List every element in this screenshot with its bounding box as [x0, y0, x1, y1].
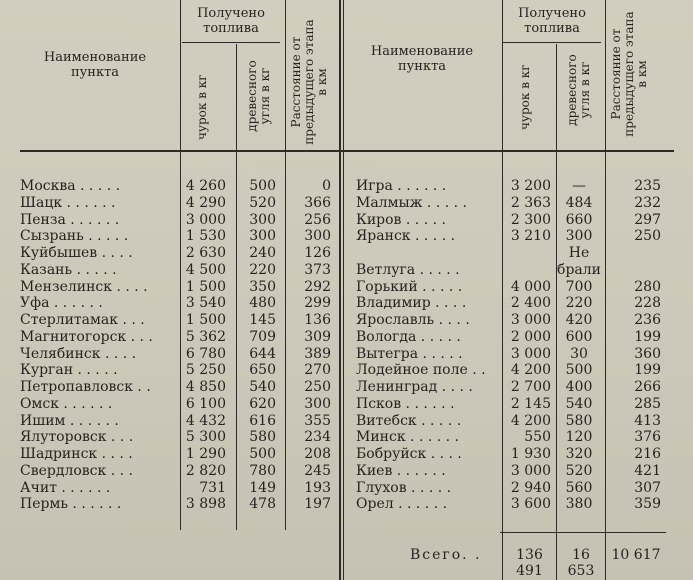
left-col-divider-1 [236, 44, 237, 530]
distance-cell: 199 [634, 362, 661, 379]
place-name-cell: Киев . . . . . . [356, 462, 446, 479]
coal-cell: 320 [565, 446, 593, 462]
coal-cell: 620 [249, 395, 276, 412]
place-name-cell: Вытегра . . . . . [356, 345, 463, 362]
churok-cell: 1 530 [185, 228, 226, 245]
churok-cell: 4 500 [185, 261, 226, 278]
churok-cell: 3 540 [185, 295, 226, 312]
left-coal-header: древесного угля в кг [245, 60, 272, 132]
distance-cell: 235 [634, 178, 661, 194]
distance-cell: 360 [634, 345, 661, 362]
place-name-cell: Петропавловск . . [20, 379, 151, 395]
coal-cell: 580 [565, 412, 593, 429]
coal-cell: 520 [565, 462, 593, 479]
place-name-cell [356, 245, 500, 262]
left-churok-header: чурок в кг [195, 74, 209, 140]
distance-cell: 421 [634, 462, 661, 479]
coal-cell: 300 [249, 211, 276, 228]
churok-cell: 4 000 [510, 278, 551, 295]
coal-cell: Не [568, 245, 590, 261]
right-coal-header: древесного угля в кг [565, 54, 592, 126]
distance-cell [607, 262, 661, 279]
coal-cell: 478 [249, 496, 276, 513]
place-name-cell: Сызрань . . . . . [20, 228, 129, 245]
coal-cell: 220 [565, 295, 593, 312]
total-label: Всего. . [410, 547, 482, 563]
left-name-header: Наименование пункта [43, 50, 147, 80]
left-names-column [20, 178, 178, 513]
place-name-cell: Уфа . . . . . . [20, 295, 103, 312]
place-name-cell: Малмыж . . . . . [356, 194, 467, 211]
churok-cell: 1 290 [185, 446, 226, 462]
coal-cell: 540 [565, 395, 593, 412]
place-name-cell: Челябинск . . . . [20, 345, 137, 362]
place-name-cell: Ишим . . . . . . [20, 412, 119, 429]
distance-cell: 309 [304, 328, 331, 345]
coal-cell: 380 [565, 496, 593, 513]
right-distance-column [607, 178, 661, 513]
churok-cell: 5 300 [185, 429, 226, 446]
churok-cell: 3 000 [510, 345, 551, 362]
place-name-cell: Псков . . . . . . [356, 395, 455, 412]
place-name-cell: Шадринск . . . . [20, 446, 133, 462]
right-col-divider-2 [605, 0, 606, 580]
received-left-underline [182, 42, 280, 43]
coal-cell: 700 [565, 278, 593, 295]
place-name-cell: Казань . . . . . [20, 261, 117, 278]
churok-cell: 2 820 [185, 462, 226, 479]
place-name-cell: Москва . . . . . [20, 178, 121, 194]
place-name-cell: Витебск . . . . . [356, 412, 462, 429]
coal-cell: 420 [565, 312, 593, 328]
distance-cell: 266 [634, 379, 661, 395]
distance-cell: 256 [304, 211, 331, 228]
churok-cell: 3 200 [510, 178, 551, 194]
place-name-cell: Стерлитамак . . . [20, 312, 145, 328]
coal-cell: 709 [249, 328, 276, 345]
churok-cell: 1 500 [185, 278, 226, 295]
churok-cell: 6 100 [185, 395, 226, 412]
churok-cell: 1 500 [185, 312, 226, 328]
churok-cell: 3 898 [185, 496, 226, 513]
churok-cell: 3 000 [510, 312, 551, 328]
place-name-cell: Ялуторовск . . . [20, 429, 134, 446]
place-name-cell: Ленинград . . . . [356, 379, 473, 395]
total-top-rule [500, 532, 666, 533]
coal-cell: 650 [249, 362, 276, 379]
right-churok-column [503, 178, 551, 513]
distance-cell: 270 [304, 362, 331, 379]
distance-cell: 413 [634, 412, 661, 429]
coal-cell: 149 [249, 479, 276, 496]
distance-cell: 228 [634, 295, 661, 312]
left-col-divider-2 [285, 0, 286, 530]
place-name-cell: Ярославль . . . . [356, 312, 470, 328]
churok-cell: 4 260 [185, 178, 226, 194]
coal-cell: 500 [249, 178, 276, 194]
distance-cell: 250 [304, 379, 331, 395]
churok-cell: 2 940 [510, 479, 551, 496]
coal-cell: 30 [570, 345, 588, 362]
churok-cell [503, 262, 551, 279]
churok-cell: 2 000 [510, 328, 551, 345]
coal-cell: брали [557, 261, 601, 278]
distance-cell: 126 [304, 245, 331, 261]
churok-cell: 6 780 [185, 345, 226, 362]
churok-cell: 550 [524, 429, 551, 446]
churok-cell: 2 630 [185, 245, 226, 261]
place-name-cell: Глухов . . . . . [356, 479, 452, 496]
right-distance-header: Расстояние от предыдущего этапа в км [609, 11, 649, 137]
place-name-cell: Пермь . . . . . . [20, 496, 122, 513]
distance-cell: 234 [304, 429, 331, 446]
distance-cell: 300 [304, 228, 331, 245]
place-name-cell: Бобруйск . . . . [356, 446, 462, 462]
place-name-cell: Горький . . . . . [356, 278, 463, 295]
coal-cell: 480 [249, 295, 276, 312]
total-churok: 136 491 [516, 547, 543, 579]
coal-cell: — [572, 178, 586, 194]
coal-cell: 220 [249, 261, 276, 278]
churok-cell: 1 930 [510, 446, 551, 462]
right-coal-column [557, 178, 601, 513]
distance-cell: 232 [634, 194, 661, 211]
churok-cell: 2 145 [510, 395, 551, 412]
distance-cell: 199 [634, 328, 661, 345]
distance-cell: 297 [634, 211, 661, 228]
place-name-cell: Куйбышев . . . . [20, 245, 133, 261]
churok-cell: 4 850 [185, 379, 226, 395]
coal-cell: 660 [565, 211, 593, 228]
place-name-cell: Вологда . . . . . [356, 328, 461, 345]
left-distance-column [287, 178, 331, 513]
distance-cell: 355 [304, 412, 331, 429]
coal-cell: 350 [249, 278, 276, 295]
place-name-cell: Яранск . . . . . [356, 228, 456, 245]
distance-cell: 285 [634, 395, 661, 412]
distance-cell: 280 [634, 278, 661, 295]
churok-cell: 3 600 [510, 496, 551, 513]
churok-cell: 2 300 [510, 211, 551, 228]
coal-cell: 560 [565, 479, 593, 496]
place-name-cell: Магнитогорск . . . [20, 328, 153, 345]
coal-cell: 580 [249, 429, 276, 446]
coal-cell: 644 [249, 345, 276, 362]
distance-cell: 299 [304, 295, 331, 312]
right-name-header: Наименование пункта [370, 44, 474, 74]
place-name-cell: Владимир . . . . [356, 295, 467, 312]
churok-cell: 4 200 [510, 362, 551, 379]
place-name-cell: Свердловск . . . [20, 462, 133, 479]
right-names-column [356, 178, 500, 513]
coal-cell: 145 [249, 312, 276, 328]
coal-cell: 616 [249, 412, 276, 429]
coal-cell: 120 [565, 429, 593, 446]
churok-cell: 2 400 [510, 295, 551, 312]
churok-cell: 5 250 [185, 362, 226, 379]
distance-cell: 300 [304, 395, 331, 412]
coal-cell: 484 [565, 194, 593, 211]
coal-cell: 500 [565, 362, 593, 379]
distance-cell: 307 [634, 479, 661, 496]
distance-cell: 366 [304, 194, 331, 211]
distance-cell: 250 [634, 228, 661, 245]
coal-cell: 540 [249, 379, 276, 395]
distance-cell: 376 [634, 429, 661, 446]
left-received-header: Получено топлива [197, 6, 265, 36]
place-name-cell: Омск . . . . . . [20, 395, 113, 412]
place-name-cell: Шацк . . . . . . [20, 194, 116, 211]
left-coal-column [238, 178, 276, 513]
place-name-cell: Игра . . . . . . [356, 178, 447, 194]
distance-cell: 245 [304, 462, 331, 479]
churok-cell: 3 210 [510, 228, 551, 245]
churok-cell: 4 432 [185, 412, 226, 429]
header-bottom-rule [20, 150, 674, 152]
churok-cell: 2 700 [510, 379, 551, 395]
left-churok-column [182, 178, 226, 513]
coal-cell: 520 [249, 194, 276, 211]
distance-cell: 359 [634, 496, 661, 513]
place-name-cell: Ачит . . . . . . [20, 479, 111, 496]
churok-cell: 2 363 [510, 194, 551, 211]
center-double-divider-b [343, 0, 344, 580]
place-name-cell: Минск . . . . . . [356, 429, 459, 446]
distance-cell [607, 245, 661, 262]
distance-cell: 389 [304, 345, 331, 362]
left-name-divider [180, 0, 181, 530]
place-name-cell: Орел . . . . . . [356, 496, 448, 513]
left-distance-header: Расстояние от предыдущего этапа в км [289, 19, 329, 145]
churok-cell: 4 200 [510, 412, 551, 429]
distance-cell: 197 [304, 496, 331, 513]
coal-cell: 780 [249, 462, 276, 479]
place-name-cell: Киров . . . . . [356, 211, 446, 228]
coal-cell: 600 [565, 328, 593, 345]
place-name-cell: Лодейное поле . . [356, 362, 486, 379]
coal-cell: 240 [249, 245, 276, 261]
right-churok-header: чурок в кг [518, 64, 532, 130]
churok-cell: 731 [199, 479, 226, 496]
churok-cell: 3 000 [185, 211, 226, 228]
distance-cell: 236 [634, 312, 661, 328]
churok-cell [503, 245, 551, 262]
total-coal: 16 653 [567, 547, 595, 579]
churok-cell: 4 290 [185, 194, 226, 211]
distance-cell: 136 [304, 312, 331, 328]
received-right-underline [503, 42, 601, 43]
distance-cell: 193 [304, 479, 331, 496]
distance-cell: 208 [304, 446, 331, 462]
total-distance: 10 617 [611, 547, 661, 563]
place-name-cell: Курган . . . . . [20, 362, 118, 379]
churok-cell: 5 362 [185, 328, 226, 345]
distance-cell: 373 [304, 261, 331, 278]
coal-cell: 300 [565, 228, 593, 245]
place-name-cell: Пенза . . . . . . [20, 211, 120, 228]
place-name-cell: Ветлуга . . . . . [356, 261, 460, 278]
coal-cell: 400 [565, 379, 593, 395]
coal-cell: 500 [249, 446, 276, 462]
distance-cell: 292 [304, 278, 331, 295]
distance-cell: 216 [634, 446, 661, 462]
distance-cell: 0 [322, 178, 331, 194]
center-double-divider-a [339, 0, 341, 580]
place-name-cell: Мензелинск . . . . [20, 278, 148, 295]
churok-cell: 3 000 [510, 462, 551, 479]
coal-cell: 300 [249, 228, 276, 245]
right-received-header: Получено топлива [518, 6, 586, 36]
